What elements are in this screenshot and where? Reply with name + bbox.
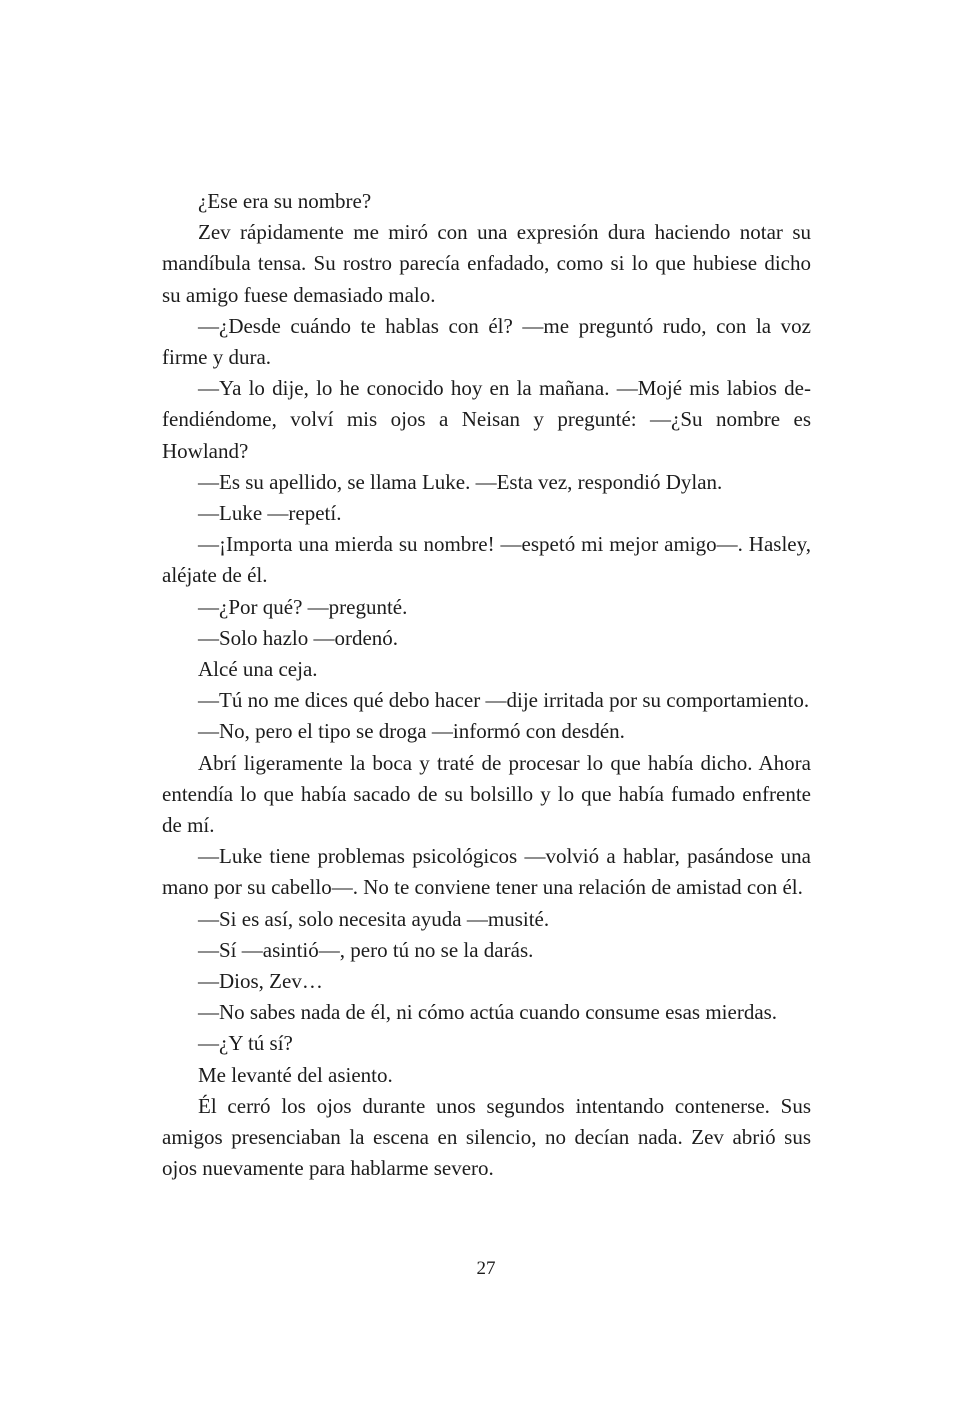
paragraph: —Sí —asintió—, pero tú no se la darás. [198, 937, 534, 962]
paragraph: —Dios, Zev… [198, 969, 323, 994]
paragraph: —¿Por qué? —pregunté. [198, 594, 408, 619]
paragraph: —Es su apellido, se llama Luke. —Esta vez, respondió Dylan. [198, 469, 723, 494]
paragraph: Me levanté del asiento. [198, 1062, 393, 1087]
paragraph: —Solo hazlo —ordenó. [198, 625, 399, 650]
paragraph: —¿Desde cuándo te hablas con él? —me preguntó rudo, con la voz firme y dura. [162, 313, 811, 370]
paragraph: —Si es así, solo necesita ayuda —musité. [198, 906, 550, 931]
paragraph: Zev rápidamente me miró con una expresión dura haciendo notar su mandíbula tensa. Su rostro parecía enfadado, como si lo que hubiese dicho su amigo fuese demasiado malo. [162, 220, 811, 307]
paragraph: —Ya lo dije, lo he conocido hoy en la mañana. —Mojé mis labios defendiéndome, volví mis ojos a Neisan y pregunté: —¿Su nombre es Howland? [162, 376, 811, 463]
paragraph: —No, pero el tipo se droga —informó con desdén. [198, 719, 625, 744]
paragraph: Él cerró los ojos durante unos segundos intentando contenerse. Sus amigos presenciaban la escena en silencio, no decían nada. Zev abrió sus ojos nuevamente para hablarme severo. [162, 1093, 811, 1181]
paragraph: Abrí ligeramente la boca y traté de procesar lo que había dicho. Ahora entendía lo que había sacado de su bolsillo y lo que había fumado enfrente de mí. [162, 750, 811, 838]
paragraph: —Luke tiene problemas psicológicos —volvió a hablar, pasándose una mano por su cabello—. No te conviene tener una relación de amistad con él. [162, 844, 811, 900]
paragraph: —¡Importa una mierda su nombre! —espetó mi mejor amigo—. Hasley, aléjate de él. [162, 532, 811, 588]
page-number: 27 [476, 1258, 496, 1279]
paragraph: —¿Y tú sí? [198, 1031, 293, 1056]
paragraph: —Luke —repetí. [198, 501, 342, 526]
paragraph: —No sabes nada de él, ni cómo actúa cuando consume esas mierdas. [198, 1000, 778, 1025]
paragraph: —Tú no me dices qué debo hacer —dije irritada por su comportamiento. [198, 688, 810, 713]
body-text [162, 186, 811, 1185]
paragraph: ¿Ese era su nombre? [198, 189, 372, 213]
paragraph: Alcé una ceja. [198, 657, 318, 682]
